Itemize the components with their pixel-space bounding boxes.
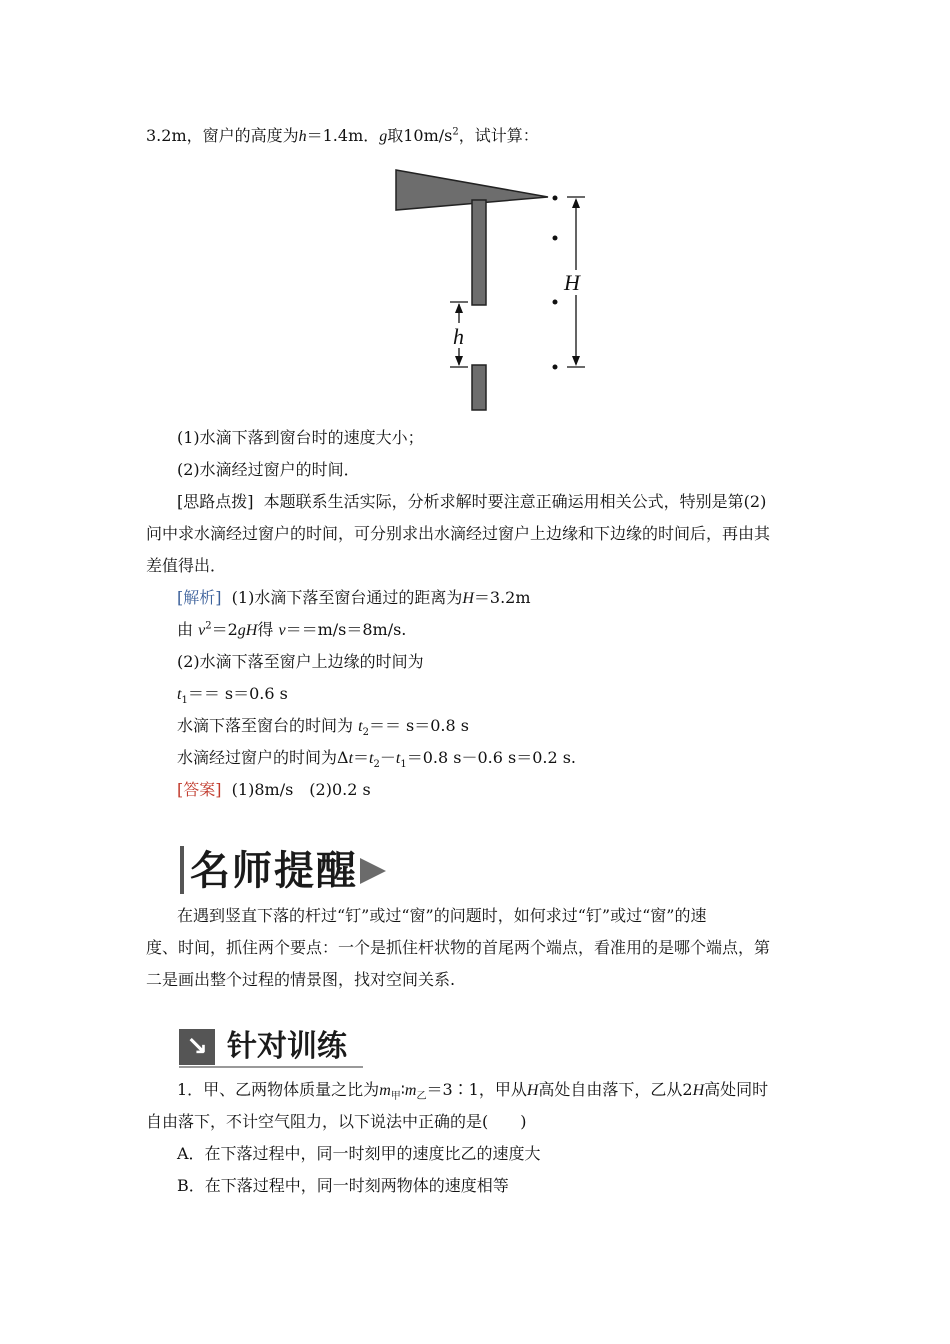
drop-dot [553, 196, 558, 201]
question-1: (1)水滴下落到窗台时的速度大小； [177, 428, 424, 447]
var-g: g [379, 128, 388, 145]
intro-text: 取10m/s [387, 126, 453, 145]
var-t: t [369, 750, 374, 767]
label-H: H [564, 270, 580, 295]
q1-text: 1．甲、乙两物体质量之比为 [177, 1080, 380, 1099]
solution-line-5 [177, 716, 469, 737]
solution-text: 水滴经过窗户的时间为Δ [177, 748, 349, 767]
var-gH: gH [237, 622, 258, 639]
superscript: 2 [205, 620, 212, 632]
solution-text: (1)水滴下落至窗台通过的距离为 [231, 588, 463, 607]
solution-text: 水滴下落至窗台的时间为 [177, 716, 354, 735]
drop-dot [553, 300, 558, 305]
solution-line-4 [177, 684, 288, 705]
intro-text: 3.2m，窗户的高度为 [146, 126, 299, 145]
subscript: 2 [373, 759, 380, 771]
var-h: h [298, 128, 307, 145]
subscript: 1 [181, 695, 188, 707]
subscript: 甲 [390, 1091, 401, 1103]
banner-bar [180, 846, 184, 894]
solution-text: ＝＝ s＝0.6 s [187, 684, 288, 703]
banner-underline [179, 1066, 363, 1068]
physics-figure [390, 160, 600, 415]
reminder-title: 名师提醒 [190, 848, 358, 894]
intro-line [146, 126, 539, 147]
q1-text: ＝3∶1，甲从 [426, 1080, 527, 1099]
solution-text: ＝ [353, 748, 370, 767]
solution-line-3: (2)水滴下落至窗户上边缘的时间为 [177, 652, 424, 671]
option-a[interactable]: A．在下落过程中，同一时刻甲的速度比乙的速度大 [177, 1144, 541, 1163]
arrow-head [572, 356, 580, 366]
hint-tag: [思路点拨] [177, 492, 254, 511]
var-t: t [348, 750, 354, 767]
var-t: t [177, 686, 182, 703]
solution-text: ＝＝m/s＝8m/s. [285, 620, 407, 639]
solution-line-6 [177, 748, 576, 769]
training-title: 针对训练 [227, 1029, 347, 1064]
solution-line-2 [177, 620, 406, 641]
intro-text: ，试计算： [458, 126, 539, 145]
rod [472, 200, 486, 305]
arrow-head [455, 356, 463, 366]
reminder-line-2: 度、时间，抓住两个要点：一个是抓住杆状物的首尾两个端点，看准用的是哪个端点，第 [146, 938, 771, 957]
question-2: (2)水滴经过窗户的时间． [177, 460, 360, 479]
var-m: m [404, 1082, 417, 1099]
var-H: H [692, 1082, 705, 1099]
window-sill [472, 365, 486, 410]
subscript: 2 [362, 727, 369, 739]
answer-line [177, 780, 371, 800]
var-m: m [379, 1082, 391, 1099]
arrow-head [455, 303, 463, 313]
arrow-head [572, 198, 580, 208]
hint-text: 本题联系生活实际，分析求解时要注意正确运用相关公式，特别是第(2) [263, 492, 767, 511]
solution-text: ＝0.8 s－0.6 s＝0.2 s. [406, 748, 577, 767]
q1-text: 高处同时 [704, 1080, 769, 1099]
q1-text: ∶ [400, 1080, 405, 1099]
solution-line-1 [177, 588, 531, 609]
solution-tag: [解析] [177, 588, 222, 607]
intro-text: ＝1.4m． [306, 126, 380, 145]
solution-text: － [379, 748, 396, 767]
solution-text: ＝2 [211, 620, 238, 639]
answer-tag: [答案] [177, 780, 222, 799]
var-v: v [198, 622, 206, 639]
option-b[interactable]: B．在下落过程中，同一时刻两物体的速度相等 [177, 1176, 509, 1195]
solution-text: 得 [257, 620, 274, 639]
solution-text: ＝＝ s＝0.8 s [368, 716, 469, 735]
drop-dot [553, 365, 558, 370]
drop-dot [553, 236, 558, 241]
reminder-line-1: 在遇到竖直下落的杆过“钉”或过“窗”的问题时，如何求过“钉”或过“窗”的速 [177, 906, 707, 925]
var-H: H [526, 1082, 539, 1099]
q1-line-1 [177, 1080, 768, 1101]
var-t: t [358, 718, 363, 735]
subscript: 乙 [416, 1091, 427, 1103]
arrow-icon: ↘ [179, 1029, 215, 1065]
answer-text: (1)8m/s (2)0.2 s [231, 780, 371, 799]
label-h: h [453, 324, 464, 349]
play-triangle-icon [360, 858, 386, 884]
superscript: 2 [452, 126, 459, 138]
reminder-line-3: 二是画出整个过程的情景图，找对空间关系. [146, 970, 456, 989]
training-banner [179, 1027, 363, 1067]
q1-line-2: 自由落下，不计空气阻力，以下说法中正确的是( ) [146, 1112, 527, 1131]
var-H: H [462, 590, 474, 607]
solution-text: ＝3.2m [473, 588, 531, 607]
solution-text: 由 [177, 620, 194, 639]
hint-line-1 [177, 492, 766, 512]
hint-line-2: 问中求水滴经过窗户的时间，可分别求出水滴经过窗户上边缘和下边缘的时间后，再由其 [146, 524, 771, 543]
q1-text: 高处自由落下，乙从2 [538, 1080, 693, 1099]
var-t: t [395, 750, 401, 767]
subscript: 1 [400, 759, 407, 771]
hint-line-3: 差值得出． [146, 556, 227, 575]
var-v: v [278, 622, 286, 639]
